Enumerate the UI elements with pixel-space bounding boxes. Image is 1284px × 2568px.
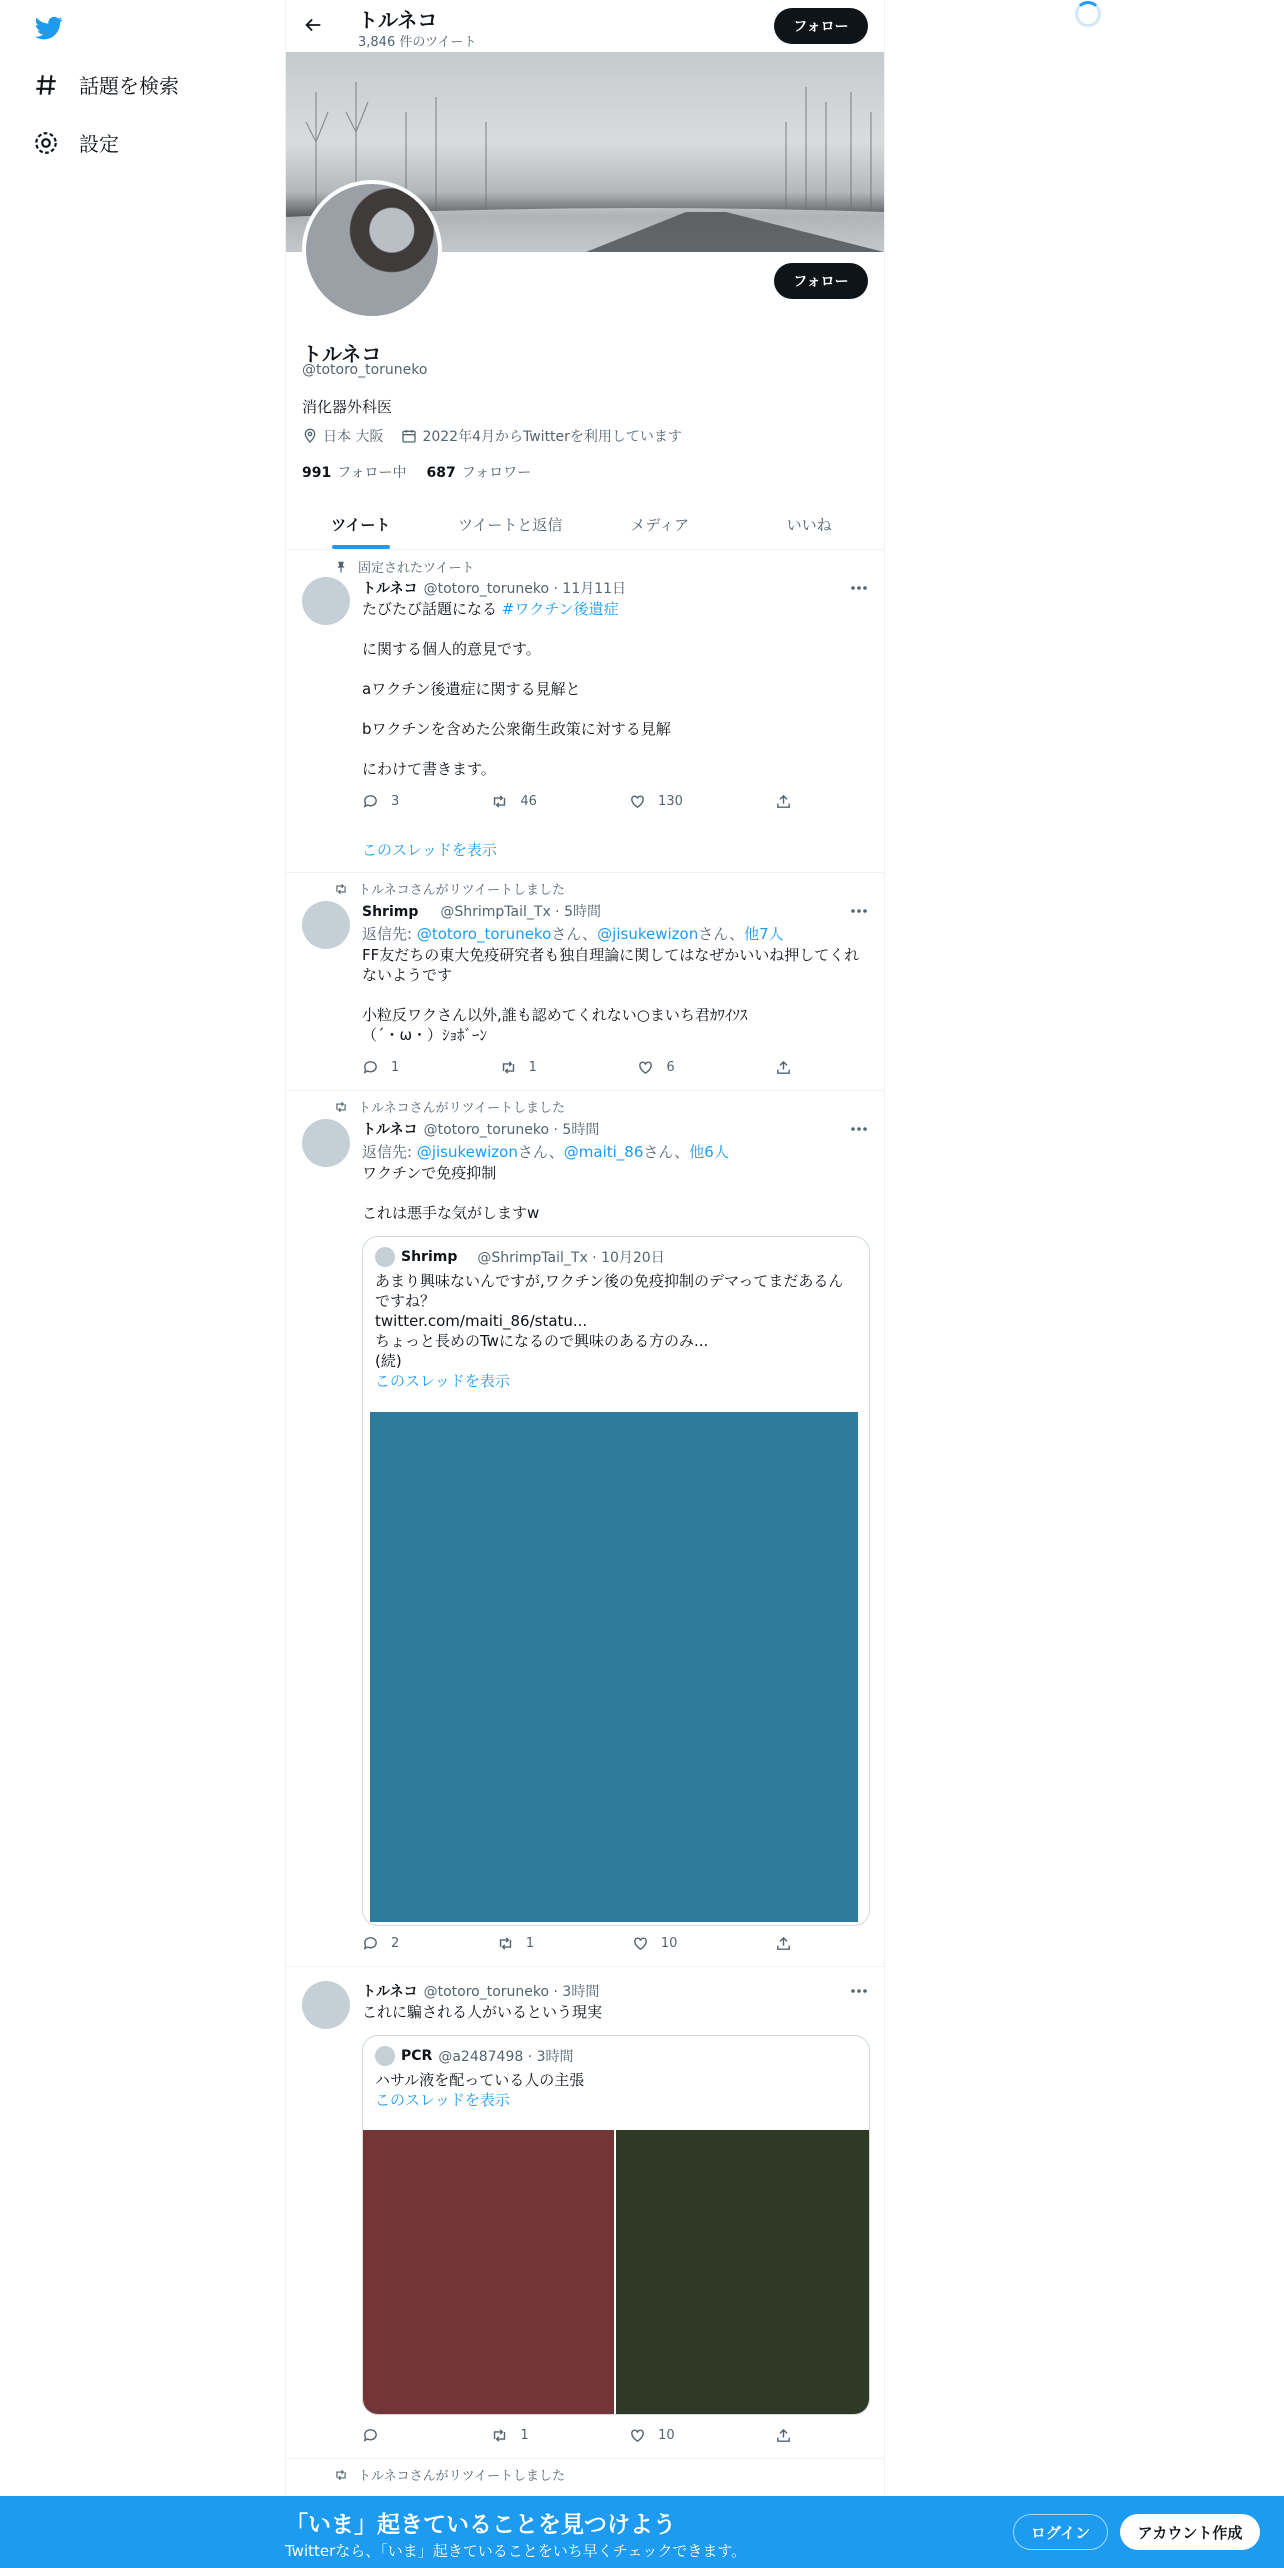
share-icon [775, 1935, 792, 1952]
location-pin-icon [302, 428, 318, 444]
tweet-text-line: （´・ω・）ｼｮﾎﾞｰﾝ [362, 1026, 488, 1044]
tweet-text-line: 小粒反ワクさん以外,誰も認めてくれない○まいち君ｶﾜｲｿｽ [362, 1006, 748, 1024]
tab-tweets-replies[interactable]: ツイートと返信 [458, 516, 563, 534]
tweet-author-name[interactable]: トルネコ [362, 581, 418, 597]
share-button[interactable] [775, 1935, 792, 1952]
quoted-media-image[interactable] [370, 1412, 858, 1922]
like-button[interactable] [632, 1935, 678, 1952]
profile-follow-stats [302, 462, 531, 482]
retweet-icon [497, 1935, 514, 1952]
like-count: 6 [666, 1060, 675, 1075]
share-icon [775, 2427, 792, 2444]
signup-banner-title: 「いま」起きていることを見つけよう [285, 2512, 676, 2538]
reply-count: 1 [391, 1060, 400, 1075]
login-button[interactable]: ログイン [1013, 2514, 1108, 2550]
tweet-actions [362, 2427, 792, 2444]
reply-icon [362, 1059, 379, 1076]
tweet-author-name[interactable]: トルネコ [362, 1984, 418, 2000]
quoted-tweet-text [375, 1271, 855, 1391]
tweet-quote-pcr[interactable] [286, 1967, 884, 2459]
header-follow-button[interactable]: フォロー [774, 8, 868, 44]
avatar [375, 2046, 395, 2066]
profile-bio: 消化器外科医 [302, 398, 393, 416]
tweet-context-text: トルネコさんがリツイートしました [358, 1101, 565, 1116]
tweet-header [362, 901, 601, 921]
signup-banner-subtitle: Twitterなら、「いま」起きていることをいち早くチェックできます。 [285, 2542, 747, 2560]
followers-count: 687 [426, 465, 456, 481]
profile-tabs [286, 500, 884, 550]
tweet-text-line: これに騙される人がいるという現実 [362, 2003, 603, 2021]
quoted-tweet-text [375, 2070, 855, 2110]
retweet-count: 1 [520, 2428, 529, 2443]
heart-icon [637, 1059, 654, 1076]
tweet-context [334, 2465, 565, 2484]
quoted-tweet-header [375, 2046, 574, 2066]
reply-icon [362, 2427, 379, 2444]
quoted-text-line: ちょっと長めのTwになるので興味のある方のみ... [375, 1332, 709, 1350]
tweet-context [334, 557, 474, 576]
tweet-text [362, 599, 872, 779]
tweet-text-line: bワクチンを含めた公衆衛生政策に対する見解 [362, 720, 671, 738]
more-options-icon[interactable] [850, 585, 868, 591]
tweet-text-line: に関する個人的意見です。 [362, 640, 541, 658]
like-count: 10 [658, 2428, 675, 2443]
tweet-actions [362, 793, 792, 810]
reply-to-separator: さん、 [698, 925, 745, 943]
like-count: 10 [660, 1936, 678, 1951]
calendar-icon [401, 428, 417, 444]
tweet-text [362, 2002, 872, 2022]
like-button[interactable] [629, 793, 683, 810]
heart-icon [629, 2427, 646, 2444]
profile-column [285, 0, 885, 2568]
heart-icon [629, 793, 646, 810]
tweet-context-text: トルネコさんがリツイートしました [358, 883, 565, 898]
quoted-tweet[interactable] [362, 2035, 870, 2415]
header-name: トルネコ [358, 8, 438, 32]
profile-location [302, 426, 383, 446]
quoted-author-name: Shrimp [401, 1249, 458, 1265]
quoted-tweet-header [375, 1247, 665, 1267]
tab-tweets[interactable]: ツイート [286, 500, 436, 549]
quoted-meta: @a2487498 · 3時間 [438, 2049, 574, 2065]
quoted-media-image-left[interactable] [363, 2130, 614, 2415]
loading-spinner-icon [1075, 1, 1101, 27]
retweet-icon [500, 1059, 517, 1076]
quoted-author-name: PCR [401, 2048, 433, 2064]
quoted-text-line: ハサル液を配っている人の主張 [375, 2071, 585, 2089]
reply-count: 2 [391, 1936, 400, 1951]
retweet-count: 1 [528, 1060, 537, 1075]
tweet-text-line: これは悪手な気がしますw [362, 1204, 540, 1222]
tab-likes[interactable]: いいね [786, 516, 832, 534]
tweet-text-line: aワクチン後遺症に関する見解と [362, 680, 581, 698]
mention-link[interactable]: @jisukewizon [597, 925, 699, 943]
reply-count: 3 [391, 794, 400, 809]
tweet-context [334, 1097, 565, 1116]
followers-link[interactable] [427, 462, 532, 482]
more-options-icon[interactable] [850, 1988, 868, 1994]
profile-meta [302, 426, 682, 446]
profile-follow-button[interactable]: フォロー [774, 263, 868, 299]
avatar[interactable] [302, 901, 350, 949]
retweet-button[interactable] [491, 2427, 528, 2444]
retweet-button[interactable] [497, 1935, 534, 1952]
reply-button[interactable] [362, 2427, 391, 2444]
signup-banner [0, 2496, 1284, 2568]
mention-link[interactable]: @jisukewizon [416, 1143, 518, 1161]
retweet-icon [334, 882, 348, 896]
profile-handle: @totoro_toruneko [302, 362, 428, 378]
share-button[interactable] [775, 2427, 792, 2444]
tweet-retweeted-quote[interactable] [286, 1091, 884, 1967]
back-arrow-icon[interactable] [302, 14, 324, 36]
tweet-actions [362, 1059, 792, 1076]
tweet-pinned[interactable] [286, 551, 884, 873]
share-icon [775, 1059, 792, 1076]
quoted-text-line: twitter.com/maiti_86/statu... [375, 1312, 588, 1330]
following-link[interactable] [302, 462, 407, 482]
tweet-text-line: FF友だちの東大免疫研究者も独自理論に関してはなぜかいいね押してくれないようです [362, 946, 860, 984]
hashtag-link[interactable]: #ワクチン後遺症 [501, 600, 619, 618]
like-count: 130 [658, 794, 683, 809]
nav-explore[interactable] [33, 70, 179, 99]
reply-to-separator: さん、 [517, 1143, 564, 1161]
mention-link[interactable]: @totoro_toruneko [416, 925, 552, 943]
share-icon [775, 793, 792, 810]
profile-location-text: 日本 大阪 [323, 429, 384, 445]
tweet-text [362, 945, 872, 1045]
share-button[interactable] [775, 1059, 792, 1076]
tweet-context [334, 879, 565, 898]
reply-to-separator: さん、 [551, 925, 598, 943]
quoted-media-image-right[interactable] [616, 2130, 870, 2415]
profile-header-bar [286, 0, 884, 52]
following-label: フォロー中 [337, 465, 407, 481]
reply-to-line [362, 1141, 729, 1162]
hashtag-icon [33, 72, 59, 98]
retweet-icon [334, 1100, 348, 1114]
tweet-author-name[interactable]: Shrimp [362, 904, 419, 920]
show-thread-link[interactable]: このスレッドを表示 [375, 2091, 510, 2109]
reply-button[interactable] [362, 793, 399, 810]
followers-label: フォロワー [461, 465, 532, 481]
reply-icon [362, 793, 379, 810]
following-count: 991 [302, 465, 332, 481]
more-options-icon[interactable] [850, 1126, 868, 1132]
profile-joined-text: 2022年4月からTwitterを利用しています [422, 429, 682, 445]
nav-settings-label: 設定 [79, 132, 119, 156]
reply-to-separator: さん、 [643, 1143, 690, 1161]
profile-name: トルネコ [302, 342, 382, 366]
quoted-tweet[interactable] [362, 1236, 870, 1926]
tweet-author-name[interactable]: トルネコ [362, 1122, 418, 1138]
twitter-logo-icon[interactable] [33, 14, 65, 42]
quoted-text-line: (続) [375, 1352, 402, 1370]
signup-button[interactable]: アカウント作成 [1120, 2514, 1260, 2550]
tweet-meta: @totoro_toruneko · 11月11日 [423, 581, 627, 597]
tweet-partial[interactable] [286, 2459, 884, 2499]
reply-to-line [362, 923, 784, 944]
reply-icon [362, 1935, 379, 1952]
avatar[interactable] [302, 577, 350, 625]
show-thread-link[interactable]: このスレッドを表示 [375, 1372, 510, 1390]
quoted-text-line: あまり興味ないんですが,ワクチン後の免疫抑制のデマってまだあるんですね？ [375, 1272, 844, 1310]
retweet-icon [491, 2427, 508, 2444]
quoted-meta: @ShrimpTail_Tx · 10月20日 [477, 1250, 665, 1266]
tweet-meta: @totoro_toruneko · 5時間 [423, 1122, 600, 1138]
like-button[interactable] [637, 1059, 674, 1076]
more-options-icon[interactable] [850, 908, 868, 914]
tweet-meta: @ShrimpTail_Tx · 5時間 [440, 904, 601, 920]
tweet-text-line: ワクチンで免疫抑制 [362, 1164, 497, 1182]
tweet-text-line: にわけて書きます。 [362, 760, 496, 778]
reply-to-prefix: 返信先: [362, 925, 417, 943]
tweet-text-line: たびたび話題になる [362, 600, 498, 618]
avatar [375, 1247, 395, 1267]
retweet-icon [334, 2468, 348, 2482]
profile-avatar[interactable] [302, 180, 442, 320]
retweet-count: 46 [520, 794, 537, 809]
profile-joined [401, 426, 681, 446]
like-button[interactable] [629, 2427, 675, 2444]
retweet-icon [491, 793, 508, 810]
tweet-header [362, 1119, 599, 1139]
tweet-retweeted-shrimp[interactable] [286, 873, 884, 1091]
tweet-header [362, 1981, 599, 2001]
nav-explore-label: 話題を検索 [79, 74, 179, 98]
mention-link[interactable]: @maiti_86 [563, 1143, 644, 1161]
retweet-button[interactable] [500, 1059, 537, 1076]
tweet-actions [362, 1935, 792, 1952]
avatar[interactable] [302, 1119, 350, 1167]
retweet-count: 1 [525, 1936, 535, 1951]
header-tweet-count: 3,846 件のツイート [358, 35, 477, 50]
tweet-context-text: トルネコさんがリツイートしました [358, 2469, 565, 2484]
tweet-meta: @totoro_toruneko · 3時間 [423, 1984, 600, 2000]
show-thread-link[interactable]: このスレッドを表示 [362, 841, 497, 859]
tweet-text [362, 1163, 872, 1223]
nav-settings[interactable] [33, 128, 119, 157]
reply-others-link[interactable]: 他6人 [689, 1143, 729, 1161]
reply-button[interactable] [362, 1935, 399, 1952]
reply-button[interactable] [362, 1059, 399, 1076]
pin-icon [334, 560, 348, 574]
retweet-button[interactable] [491, 793, 537, 810]
reply-others-link[interactable]: 他7人 [744, 925, 784, 943]
tweet-context-text: 固定されたツイート [358, 561, 475, 576]
avatar[interactable] [302, 1981, 350, 2029]
share-button[interactable] [775, 793, 792, 810]
gear-icon [33, 130, 59, 156]
heart-icon [632, 1935, 649, 1952]
tab-media[interactable]: メディア [630, 516, 690, 534]
reply-to-prefix: 返信先: [362, 1143, 417, 1161]
tweet-header [362, 578, 626, 598]
